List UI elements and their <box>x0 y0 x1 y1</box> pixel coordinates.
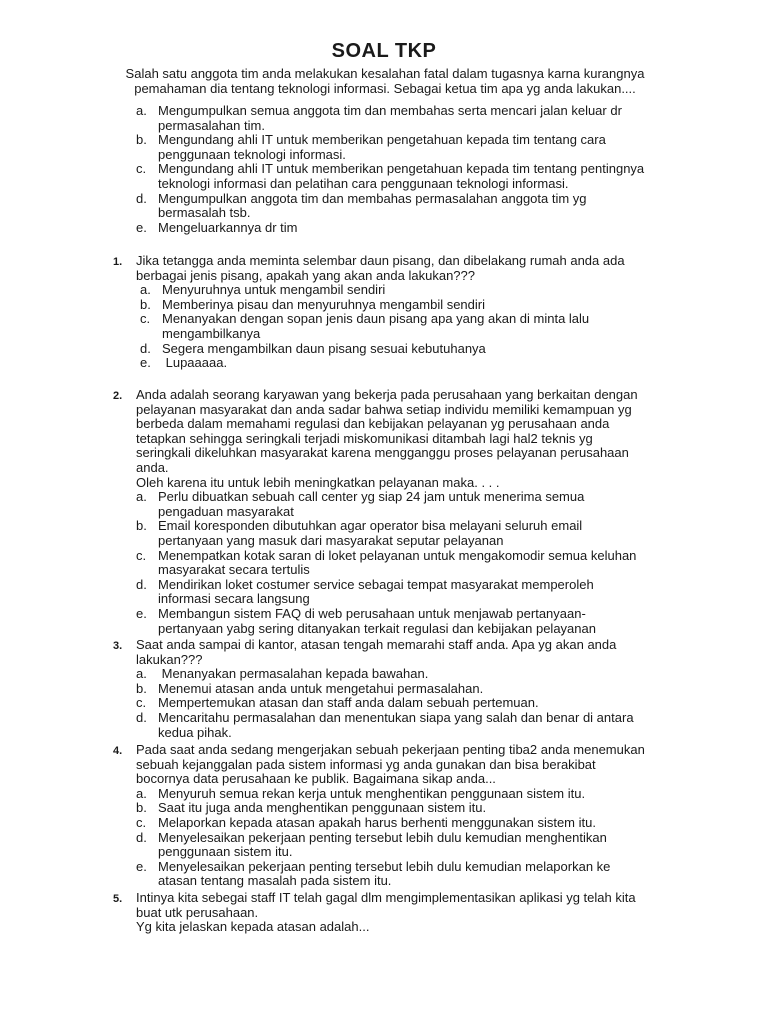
question-2-option-letter: c. <box>136 547 147 563</box>
question-2-option-text: Perlu dibuatkan sebuah call center yg siap 24 jam untuk menerima semua <box>158 489 585 505</box>
question-text: Saat anda sampai di kantor, atasan tengah memarahi staff anda. Apa yg akan anda <box>136 637 617 652</box>
question-number: 3. <box>113 640 123 652</box>
question-2-option-text: masyarakat secara tertulis <box>158 562 310 578</box>
intro-option-text: teknologi informasi dan pelatihan cara penggunaan teknologi informasi. <box>158 176 569 191</box>
intro-option-letter: d. <box>136 190 147 206</box>
question-2-option-text: Mendirikan loket costumer service sebagai tempat masyarakat memperoleh <box>158 576 594 592</box>
question-2-option-text: Email koresponden dibutuhkan agar operator bisa melayani seluruh email <box>158 518 583 534</box>
question-text: berbeda dalam memahami regulasi dan kebijakan pelayanan yg perusahaan anda <box>136 416 610 432</box>
question-3-option-letter: c. <box>136 695 147 711</box>
question-1-option-text: Memberinya pisau dan menyuruhnya mengambil sendiri <box>162 296 486 312</box>
intro-line: pemahaman dia tentang teknologi informasi. Sebagai ketua tim apa yg anda lakukan.... <box>134 80 636 96</box>
question-text: pelayanan masyarakat dan anda sadar bahwa setiap individu memiliki kemampuan yg <box>136 401 632 417</box>
question-1-option-letter: c. <box>140 311 151 327</box>
intro-option-letter: a. <box>136 103 147 118</box>
question-text: seringkali dikeluhkan masyarakat karena mengganggu proses pelayanan perusahaan <box>136 445 629 461</box>
question-number: 4. <box>113 745 123 757</box>
question-text: sebuah kejanggalan pada sistem informasi yg anda gunakan dan bisa berakibat <box>136 756 596 772</box>
question-2-option-text: Menempatkan kotak saran di loket pelayanan untuk mengakomodir semua keluhan <box>158 547 637 563</box>
question-2-option-letter: a. <box>136 489 147 505</box>
question-number: 5. <box>113 893 123 905</box>
question-3-option-text: Menemui atasan anda untuk mengetahui permasalahan. <box>158 680 484 696</box>
question-2-option-letter: b. <box>136 518 147 534</box>
question-1-option-text: Segera mengambilkan daun pisang sesuai kebutuhanya <box>162 340 486 356</box>
question-text: Yg kita jelaskan kepada atasan adalah... <box>136 919 370 935</box>
question-3-option-text: kedua pihak. <box>158 724 232 740</box>
question-4-option-text: Saat itu juga anda menghentikan penggunaan sistem itu. <box>158 800 487 816</box>
question-3-option-text: Menanyakan permasalahan kepada bawahan. <box>158 666 429 682</box>
question-text: berbagai jenis pisang, apakah yang akan anda lakukan??? <box>136 267 475 283</box>
intro-option-text: bermasalah tsb. <box>158 205 251 221</box>
question-text: lakukan??? <box>136 651 203 667</box>
question-3-option-text: Mempertemukan atasan dan staff anda dalam sebuah pertemuan. <box>158 695 539 711</box>
question-4-option-letter: d. <box>136 829 147 845</box>
question-2-option-text: Membangun sistem FAQ di web perusahaan untuk menjawab pertanyaan- <box>158 606 586 621</box>
question-2-option-text: pertanyaan yabg sering ditanyakan terkait regulasi dan kebijakan pelayanan <box>158 620 596 636</box>
question-text: buat utk perusahaan. <box>136 904 259 920</box>
question-number: 2. <box>113 390 123 402</box>
intro-paragraph <box>100 67 670 96</box>
question-1-option-letter: a. <box>140 282 151 298</box>
question-text: bocornya data perusahaan ke publik. Bagaimana sikap anda... <box>136 771 496 787</box>
intro-option-text: Mengundang ahli IT untuk memberikan pengetahuan kepada tim tentang pentingnya <box>158 161 645 177</box>
question-4-option-text: Menyelesaikan pekerjaan penting tersebut lebih dulu kemudian menghentikan <box>158 829 607 845</box>
question-4-option-letter: b. <box>136 800 147 816</box>
question-1-option-letter: e. <box>140 355 151 371</box>
question-text: Pada saat anda sedang mengerjakan sebuah pekerjaan penting tiba2 anda menemukan <box>136 742 645 757</box>
question-4-option-text: Menyelesaikan pekerjaan penting tersebut lebih dulu kemudian melaporkan ke <box>158 858 611 874</box>
intro-option-text: permasalahan tim. <box>158 117 265 133</box>
question-text: Intinya kita sebegai staff IT telah gagal dlm mengimplementasikan aplikasi yg telah kita <box>136 890 636 905</box>
question-text: Jika tetangga anda meminta selembar daun pisang, dan dibelakang rumah anda ada <box>136 253 625 268</box>
question-3-option-letter: d. <box>136 710 147 725</box>
question-2-option-letter: d. <box>136 576 147 592</box>
intro-option-letter: b. <box>136 132 147 148</box>
question-1-option-text: mengambilkanya <box>162 326 261 341</box>
question-3-option-letter: b. <box>136 680 147 696</box>
question-2-option-text: pertanyaan yang masuk dari masyarakat seputar pelayanan <box>158 533 504 548</box>
question-4-option-text: Menyuruh semua rekan kerja untuk menghentikan penggunaan sistem itu. <box>158 785 586 801</box>
question-text: anda. <box>136 460 169 475</box>
question-text: Oleh karena itu untuk lebih meningkatkan pelayanan maka. . . . <box>136 474 500 490</box>
intro-option-text: Mengumpulkan anggota tim dan membahas permasalahan anggota tim yg <box>158 190 587 206</box>
intro-option-text: Mengeluarkannya dr tim <box>158 219 298 235</box>
question-4-option-text: atasan tentang masalah pada sistem itu. <box>158 873 392 889</box>
question-2-option-letter: e. <box>136 606 147 621</box>
question-1-option-text: Menyuruhnya untuk mengambil sendiri <box>162 282 386 298</box>
question-4-option-letter: c. <box>136 815 147 830</box>
intro-option-text: Mengundang ahli IT untuk memberikan pengetahuan kepada tim tentang cara <box>158 132 606 148</box>
question-1-option-letter: b. <box>140 296 151 312</box>
question-3-option-letter: a. <box>136 666 147 682</box>
question-text: tetapkan sehingga seringkali terjadi miskomunikasi ditambah lagi hal2 teknis yg <box>136 430 593 446</box>
question-2-option-text: pengaduan masyarakat <box>158 503 294 519</box>
question-text: Anda adalah seorang karyawan yang bekerja pada perusahaan yang berkaitan dengan <box>136 387 638 402</box>
question-4-option-letter: e. <box>136 858 147 874</box>
question-4-option-text: Melaporkan kepada atasan apakah harus berhenti menggunakan sistem itu. <box>158 815 596 830</box>
question-1-option-letter: d. <box>140 340 151 356</box>
intro-option-letter: e. <box>136 219 147 235</box>
question-number: 1. <box>113 256 123 268</box>
question-4-option-text: penggunaan sistem itu. <box>158 844 293 860</box>
intro-option-text: penggunaan teknologi informasi. <box>158 146 346 162</box>
intro-line: Salah satu anggota tim anda melakukan kesalahan fatal dalam tugasnya karna kurangnya <box>125 66 645 81</box>
question-3-option-text: Mencaritahu permasalahan dan menentukan siapa yang salah dan benar di antara <box>158 710 634 725</box>
intro-option-letter: c. <box>136 161 147 177</box>
intro-option-text: Mengumpulkan semua anggota tim dan membahas serta mencari jalan keluar dr <box>158 103 622 118</box>
question-1-option-text: Menanyakan dengan sopan jenis daun pisang apa yang akan di minta lalu <box>162 311 590 327</box>
question-1-option-text: Lupaaaaa. <box>162 355 228 371</box>
page-title: SOAL TKP <box>331 40 437 62</box>
question-4-option-letter: a. <box>136 785 147 801</box>
question-2-option-text: informasi secara langsung <box>158 591 310 607</box>
